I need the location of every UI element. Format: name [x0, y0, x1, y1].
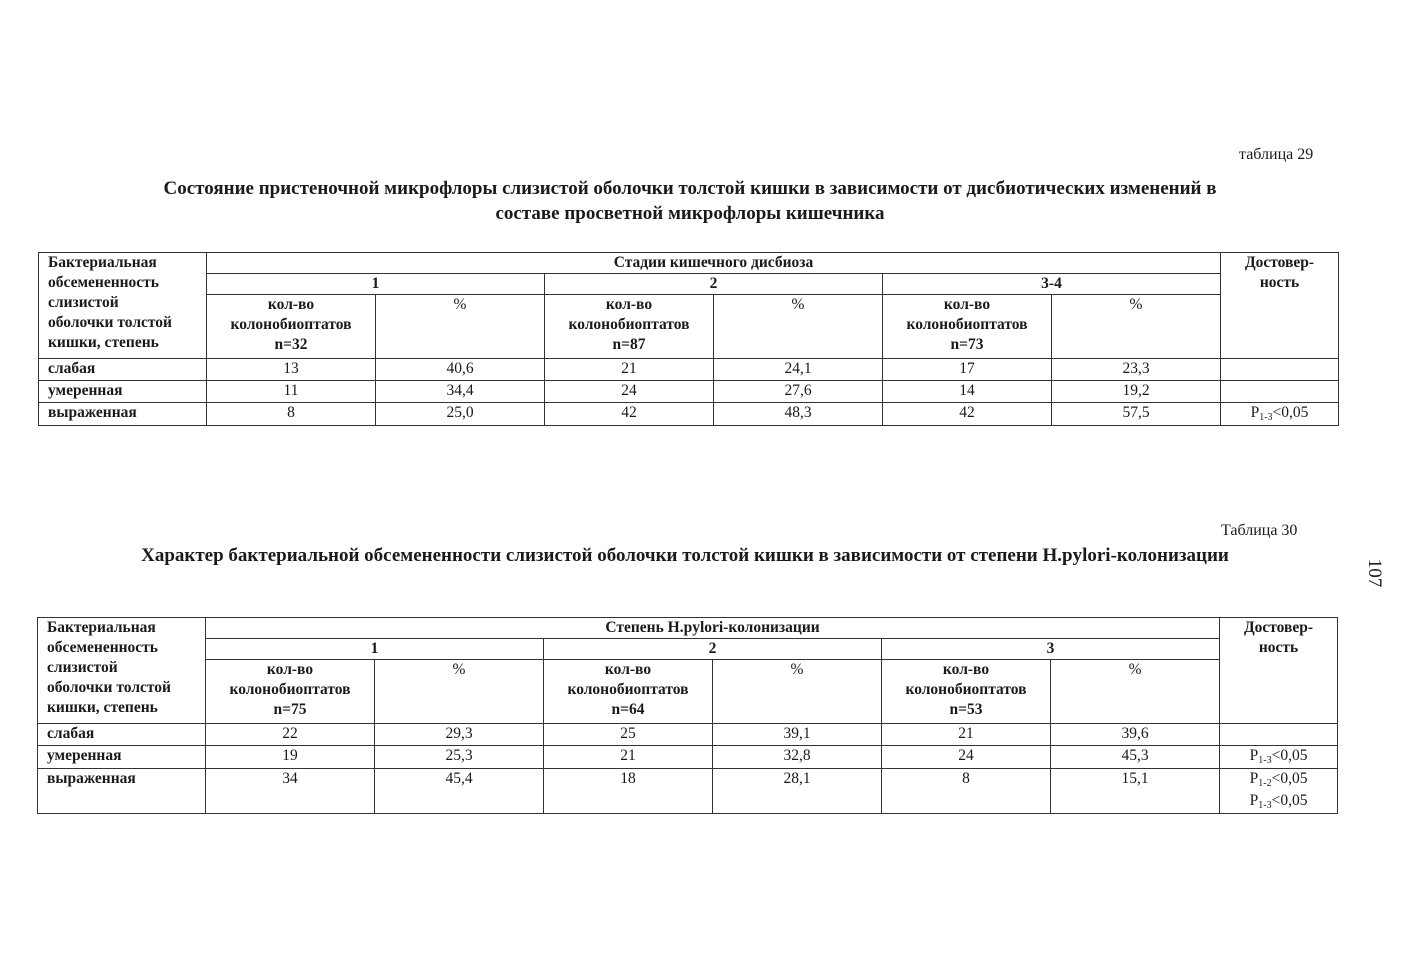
table-cell: 19,2 — [1052, 381, 1221, 403]
table-cell: 23,3 — [1052, 359, 1221, 381]
table30 — [37, 617, 1338, 814]
p-value: <0,05 — [1272, 404, 1309, 421]
table-cell: 25 — [544, 724, 713, 746]
count-header — [883, 295, 1052, 359]
count-header — [544, 660, 713, 724]
row-header-line: кишки, степень — [47, 699, 158, 716]
p-subscript: 1-3 — [1258, 800, 1272, 811]
table29 — [38, 252, 1339, 426]
table-cell: 17 — [883, 359, 1052, 381]
table-cell: 22 — [206, 724, 375, 746]
table-cell: 8 — [882, 769, 1051, 814]
count-header-line: n=64 — [611, 701, 645, 718]
count-header — [206, 660, 375, 724]
p-symbol: P — [1249, 747, 1259, 764]
table-cell: 57,5 — [1052, 403, 1221, 426]
table-cell: 18 — [544, 769, 713, 814]
count-header-line: кол-во — [266, 661, 314, 678]
table-cell: 15,1 — [1051, 769, 1220, 814]
count-header-line: кол-во — [605, 296, 653, 313]
significance-header — [1220, 618, 1338, 724]
subheader-row — [38, 660, 1338, 724]
table-cell: 42 — [545, 403, 714, 426]
table-cell: 45,4 — [375, 769, 544, 814]
table-cell: 8 — [207, 403, 376, 426]
percent-header: % — [714, 295, 883, 359]
count-header-line: n=53 — [949, 701, 983, 718]
header-row — [38, 618, 1338, 639]
table-row — [39, 381, 1339, 403]
table-cell: 28,1 — [713, 769, 882, 814]
significance-header-line: ность — [1259, 274, 1300, 291]
count-header-line: колонобиоптатов — [229, 681, 351, 698]
row-header-line: кишки, степень — [48, 334, 159, 351]
row-header-line: оболочки толстой — [47, 679, 171, 696]
significance-cell — [1221, 381, 1339, 403]
table-cell: 40,6 — [376, 359, 545, 381]
table29-title-line1: Состояние пристеночной микрофлоры слизистой оболочки толстой кишки в зависимости от дисбиотических изменений в — [163, 178, 1217, 199]
group-label-row — [38, 639, 1338, 660]
table-cell: 21 — [544, 746, 713, 769]
count-header-line: n=87 — [612, 336, 646, 353]
significance-value — [1224, 791, 1333, 813]
significance-cell — [1220, 769, 1338, 814]
count-header-line: колонобиоптатов — [567, 681, 689, 698]
row-label: умеренная — [38, 746, 206, 769]
count-header-line: кол-во — [943, 296, 991, 313]
count-header — [882, 660, 1051, 724]
table-cell: 48,3 — [714, 403, 883, 426]
count-header — [545, 295, 714, 359]
row-header-cell — [39, 253, 207, 359]
p-subscript: 1-3 — [1259, 412, 1273, 423]
significance-value — [1224, 746, 1333, 768]
table30-label: Таблица 30 — [1221, 522, 1298, 539]
table-cell: 21 — [882, 724, 1051, 746]
row-header-line: слизистой — [47, 659, 118, 676]
group-header: Стадии кишечного дисбиоза — [207, 253, 1221, 274]
count-header-line: n=75 — [273, 701, 307, 718]
significance-cell — [1220, 724, 1338, 746]
significance-cell — [1221, 359, 1339, 381]
count-header-line: колонобиоптатов — [568, 316, 690, 333]
table-cell: 13 — [207, 359, 376, 381]
table29-label: таблица 29 — [1239, 146, 1314, 163]
table-cell: 29,3 — [375, 724, 544, 746]
table-cell: 24 — [882, 746, 1051, 769]
percent-header: % — [1051, 660, 1220, 724]
p-symbol: P — [1249, 770, 1259, 787]
row-header-line: слизистой — [48, 294, 119, 311]
table-cell: 11 — [207, 381, 376, 403]
count-header-line: колонобиоптатов — [230, 316, 352, 333]
row-header-line: Бактериальная — [48, 254, 157, 271]
row-header-line: обсемененность — [48, 274, 159, 291]
count-header-line: кол-во — [267, 296, 315, 313]
table-cell: 39,1 — [713, 724, 882, 746]
percent-header: % — [375, 660, 544, 724]
count-header-line: кол-во — [604, 661, 652, 678]
p-symbol: P — [1249, 792, 1259, 809]
percent-header: % — [713, 660, 882, 724]
table-cell: 42 — [883, 403, 1052, 426]
percent-header: % — [376, 295, 545, 359]
table29-title — [40, 176, 1340, 226]
table-cell: 45,3 — [1051, 746, 1220, 769]
group-label-row — [39, 274, 1339, 295]
row-header-line: обсемененность — [47, 639, 158, 656]
table-cell: 39,6 — [1051, 724, 1220, 746]
percent-header: % — [1052, 295, 1221, 359]
table30-title-line1: Характер бактериальной обсемененности слизистой оболочки толстой кишки в зависимости от степени H.pylori-колонизации — [141, 545, 1229, 566]
row-label: слабая — [38, 724, 206, 746]
group-label: 2 — [544, 639, 882, 660]
group-label: 1 — [206, 639, 544, 660]
count-header-line: n=73 — [950, 336, 984, 353]
count-header-line: n=32 — [274, 336, 308, 353]
significance-value — [1224, 769, 1333, 791]
table-row — [39, 403, 1339, 426]
p-value: <0,05 — [1271, 770, 1308, 787]
significance-header-line: Достовер- — [1244, 254, 1315, 271]
table-cell: 25,3 — [375, 746, 544, 769]
p-value: <0,05 — [1271, 747, 1308, 764]
row-header-line: оболочки толстой — [48, 314, 172, 331]
p-value: <0,05 — [1271, 792, 1308, 809]
count-header — [207, 295, 376, 359]
p-subscript: 1-2 — [1258, 778, 1272, 789]
row-label: выраженная — [39, 403, 207, 426]
table-cell: 34 — [206, 769, 375, 814]
group-label: 1 — [207, 274, 545, 295]
group-label: 2 — [545, 274, 883, 295]
row-label: умеренная — [39, 381, 207, 403]
table-row — [38, 769, 1338, 814]
count-header-line: колонобиоптатов — [905, 681, 1027, 698]
row-header-cell — [38, 618, 206, 724]
subheader-row — [39, 295, 1339, 359]
p-symbol: P — [1250, 404, 1260, 421]
significance-header-line: Достовер- — [1243, 619, 1314, 636]
group-label: 3 — [882, 639, 1220, 660]
table-cell: 27,6 — [714, 381, 883, 403]
table-cell: 24,1 — [714, 359, 883, 381]
significance-value — [1225, 403, 1334, 425]
significance-cell — [1221, 403, 1339, 426]
significance-header — [1221, 253, 1339, 359]
group-header: Степень H.pylori-колонизации — [206, 618, 1220, 639]
table-cell: 21 — [545, 359, 714, 381]
row-header-line: Бактериальная — [47, 619, 156, 636]
row-label: слабая — [39, 359, 207, 381]
page-number: 107 — [1364, 558, 1385, 588]
group-label: 3-4 — [883, 274, 1221, 295]
table-cell: 14 — [883, 381, 1052, 403]
table-row — [38, 724, 1338, 746]
p-subscript: 1-3 — [1258, 755, 1272, 766]
count-header-line: кол-во — [942, 661, 990, 678]
header-row — [39, 253, 1339, 274]
table29-title-line2: составе просветной микрофлоры кишечника — [495, 203, 885, 224]
table-cell: 32,8 — [713, 746, 882, 769]
table-row — [38, 746, 1338, 769]
row-label: выраженная — [38, 769, 206, 814]
table-cell: 25,0 — [376, 403, 545, 426]
table30-title — [30, 543, 1340, 568]
table-cell: 19 — [206, 746, 375, 769]
table-cell: 34,4 — [376, 381, 545, 403]
table-cell: 24 — [545, 381, 714, 403]
table-row — [39, 359, 1339, 381]
count-header-line: колонобиоптатов — [906, 316, 1028, 333]
significance-header-line: ность — [1258, 639, 1299, 656]
significance-cell — [1220, 746, 1338, 769]
